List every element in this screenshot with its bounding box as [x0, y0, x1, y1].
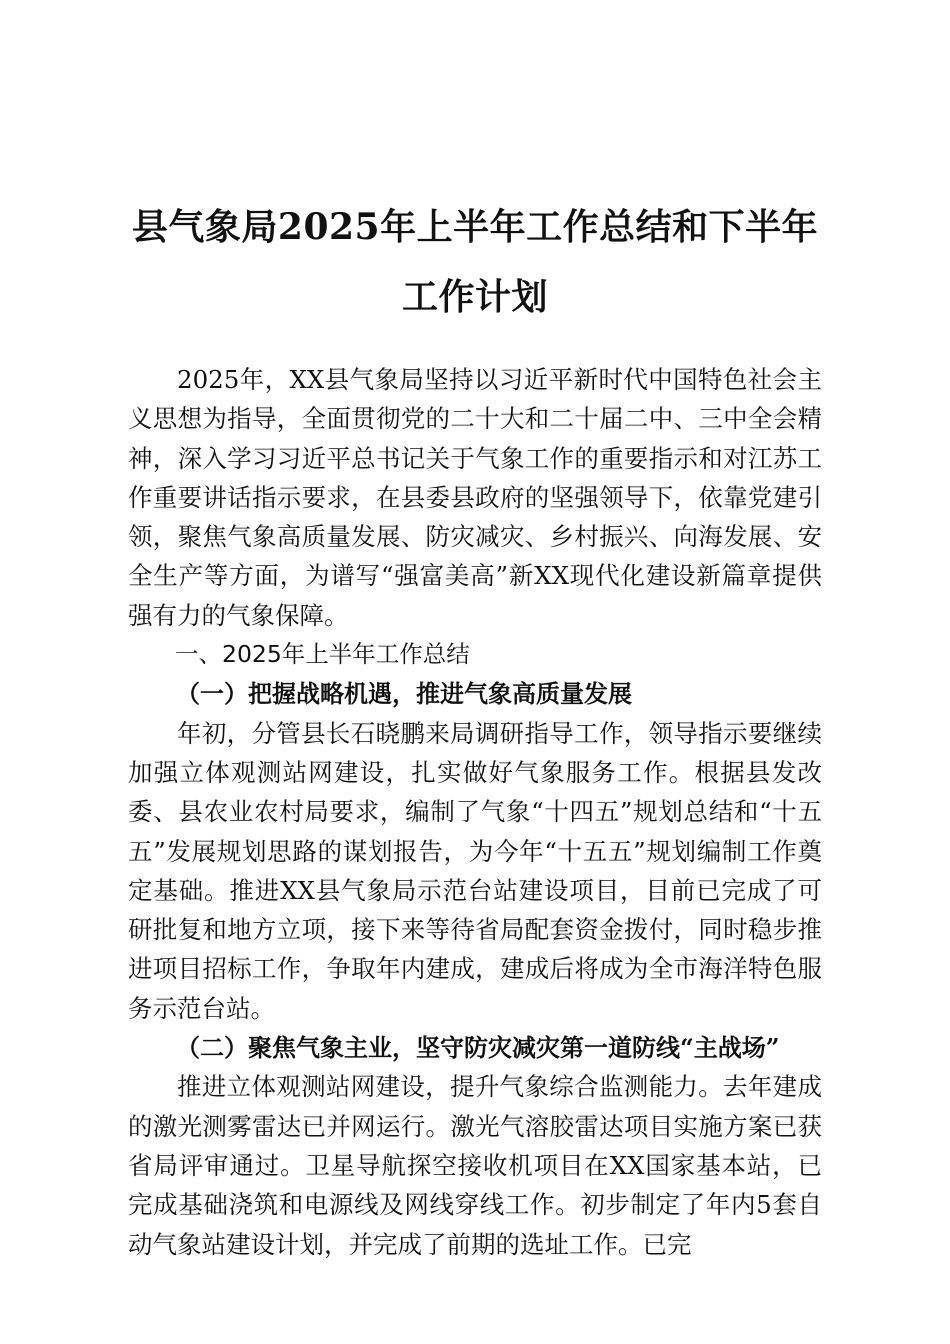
intro-paragraph: 2025年，XX县气象局坚持以习近平新时代中国特色社会主义思想为指导，全面贯彻党的二十大和二十届二中、三中全会精神，深入学习习近平总书记关于气象工作的重要指示和对江苏工作重要讲话指示要求，在县委县政府的坚强领导下，依靠党建引领，聚焦气象高质量发展、防灾减灾、乡村振兴、向海发展、安全生产等方面，为谱写“强富美高”新XX现代化建设新篇章提供强有力的气象保障。	[128, 365, 822, 630]
document-title: 县气象局2025年上半年工作总结和下半年工作计划	[131, 206, 819, 319]
body-paragraph: 年初，分管县长石晓鹏来局调研指导工作，领导指示要继续加强立体观测站网建设，扎实做好气象服务工作。根据县发改委、县农业农村局要求，编制了气象“十四五”规划总结和“十五五”发展规划思路的谋划报告，为今年“十五五”规划编制工作奠定基础。推进XX县气象局示范台站建设项目，目前已完成了可研批复和地方立项，接下来等待省局配套资金拨付，同时稳步推进项目招标工作，争取年内建成，建成后将成为全市海洋特色服务示范台站。	[128, 718, 822, 1023]
subsection-heading: （二）聚焦气象主业，坚守防灾减灾第一道防线“主战场”	[176, 1033, 780, 1063]
document-body	[128, 360, 822, 1264]
section-heading: 一、2025年上半年工作总结	[175, 640, 470, 669]
body-paragraph: 推进立体观测站网建设，提升气象综合监测能力。去年建成的激光测雾雷达已并网运行。激光气溶胶雷达项目实施方案已获省局评审通过。卫星导航探空接收机项目在XX国家基本站，已完成基础浇筑和电源线及网线穿线工作。初步制定了年内5套自动气象站建设计划，并完成了前期的选址工作。已完	[128, 1072, 822, 1259]
subsection-heading: （一）把握战略机遇，推进气象高质量发展	[176, 679, 632, 709]
